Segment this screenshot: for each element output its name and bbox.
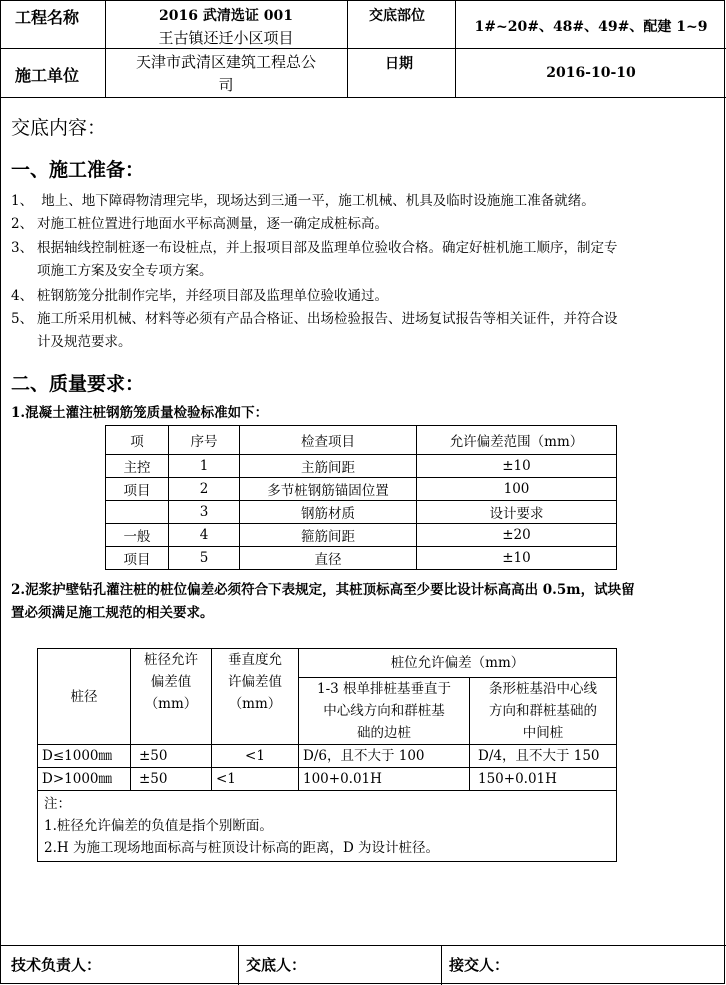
group-cell: 项目 — [106, 478, 169, 501]
row-deviation: ±50 — [131, 745, 212, 768]
header-col-line — [347, 1, 348, 97]
row-middle: 150+0.01H — [470, 768, 617, 791]
location-value: 1#~20#、48#、49#、配建 1~9 — [474, 19, 708, 35]
header-text: 条形桩基沿中心线 — [489, 681, 597, 697]
footer-col-line — [238, 945, 239, 985]
row-verticality: <1 — [212, 768, 299, 791]
pile-position-table — [37, 648, 617, 862]
header-position: 桩位允许偏差（mm） — [299, 649, 617, 678]
row-deviation: ±50 — [131, 768, 212, 791]
tech-lead-label: 技术负责人： — [11, 956, 102, 974]
row-diameter: D>1000㎜ — [38, 768, 131, 791]
group-cell — [106, 501, 169, 524]
row-tolerance: ±10 — [417, 455, 617, 478]
header-text: 垂直度允 — [228, 652, 282, 668]
group-cell: 一般 — [106, 524, 169, 547]
table-header-cell: 项 — [106, 426, 169, 455]
header-text: 1-3 根单排桩基垂直于 — [316, 681, 452, 697]
header-text: 许偏差值 — [228, 674, 282, 690]
table-header-cell: 序号 — [169, 426, 240, 455]
header-verticality — [212, 649, 299, 745]
header-text: 偏差值 — [150, 674, 192, 690]
row-item: 直径 — [240, 547, 417, 570]
header-divider — [1, 48, 726, 49]
group-cell: 主控 — [106, 455, 169, 478]
project-name-line1: 2016 武清选证 001 — [159, 8, 293, 24]
content-title: 交底内容： — [11, 117, 107, 139]
date-label: 日期 — [385, 56, 413, 72]
prep-item-3-cont: 项施工方案及安全专项方案。 — [37, 263, 213, 279]
header-text: 方向和群桩基础的 — [489, 703, 597, 719]
header-position-edge — [299, 678, 470, 745]
prep-item-2: 2、 对施工桩位置进行地面水平标高测量，逐一确定成桩标高。 — [11, 216, 388, 232]
section-2-title: 二、质量要求： — [11, 373, 145, 395]
table-note — [38, 791, 617, 862]
table-row — [38, 768, 617, 791]
row-no: 5 — [169, 547, 240, 570]
prep-item-1: 1、 地上、地下障碍物清理完毕，现场达到三通一平，施工机械、机具及临时设施施工准备就绪。 — [11, 193, 595, 209]
row-middle: D/4，且不大于 150 — [470, 745, 617, 768]
table-row — [106, 455, 617, 478]
row-tolerance: 100 — [417, 478, 617, 501]
table-header-row — [38, 649, 617, 678]
header-text: 中间桩 — [522, 725, 564, 741]
row-no: 4 — [169, 524, 240, 547]
row-item: 钢筋材质 — [240, 501, 417, 524]
table-header-row — [106, 426, 617, 455]
table-row — [106, 501, 617, 524]
header-col-line — [105, 1, 106, 97]
project-name-line2: 王古镇还迁小区项目 — [158, 29, 294, 47]
quality-sub-2-line2: 置必须满足施工规范的相关要求。 — [11, 605, 214, 621]
date-value: 2016-10-10 — [546, 65, 636, 81]
row-edge: D/6，且不大于 100 — [299, 745, 470, 768]
header-text: （mm） — [228, 696, 282, 712]
row-item: 多节桩钢筋锚固位置 — [240, 478, 417, 501]
table-row — [106, 524, 617, 547]
construction-unit-line1: 天津市武清区建筑工程总公 — [135, 53, 316, 71]
header-position-middle — [470, 678, 617, 745]
note-line: 2.H 为施工现场地面标高与桩顶设计标高的距离，D 为设计桩径。 — [44, 840, 440, 856]
prep-item-5-cont: 计及规范要求。 — [37, 334, 132, 350]
header-bottom-border — [1, 97, 726, 98]
table-row — [38, 745, 617, 768]
row-edge: 100+0.01H — [299, 768, 470, 791]
construction-unit-label: 施工单位 — [15, 66, 80, 85]
quality-sub-2-line1: 2.泥浆护壁钻孔灌注桩的桩位偏差必须符合下表规定，其桩顶标高至少要比设计标高高出 0.5m，试块留 — [11, 582, 635, 598]
row-tolerance: ±20 — [417, 524, 617, 547]
header-col-line — [455, 1, 456, 97]
row-diameter: D≤1000㎜ — [38, 745, 131, 768]
row-tolerance: ±10 — [417, 547, 617, 570]
table-row — [106, 478, 617, 501]
footer-col-line — [441, 945, 442, 985]
quality-sub-1: 1.混凝土灌注桩钢筋笼质量检验标准如下： — [11, 405, 269, 421]
table-header-cell: 允许偏差范围（mm） — [417, 426, 617, 455]
note-title: 注： — [44, 796, 71, 812]
row-item: 主筋间距 — [240, 455, 417, 478]
section-1-title: 一、施工准备： — [11, 159, 145, 181]
table-row — [106, 547, 617, 570]
header-text: （mm） — [144, 696, 198, 712]
row-no: 1 — [169, 455, 240, 478]
prep-item-4: 4、 桩钢筋笼分批制作完毕，并经项目部及监理单位验收通过。 — [11, 288, 388, 304]
location-label: 交底部位 — [369, 8, 425, 24]
header-diameter: 桩径 — [38, 649, 131, 745]
discloser-label: 交底人： — [246, 956, 307, 974]
note-line: 1.桩径允许偏差的负值是指个别断面。 — [44, 818, 273, 834]
group-cell: 项目 — [106, 547, 169, 570]
project-name-label: 工程名称 — [15, 8, 80, 27]
header-text: 桩径允许 — [144, 652, 198, 668]
footer-divider — [1, 945, 726, 946]
rebar-cage-table — [105, 425, 617, 570]
row-no: 2 — [169, 478, 240, 501]
table-note-row — [38, 791, 617, 862]
receiver-label: 接交人： — [449, 956, 510, 974]
header-text: 础的边桩 — [357, 725, 411, 741]
construction-unit-line2: 司 — [218, 76, 234, 94]
header-diameter-deviation — [131, 649, 212, 745]
row-tolerance: 设计要求 — [417, 501, 617, 524]
prep-item-3: 3、 根据轴线控制桩逐一布设桩点，并上报项目部及监理单位验收合格。确定好桩机施工顺序，制定专 — [11, 240, 618, 256]
row-verticality: <1 — [212, 745, 299, 768]
prep-item-5: 5、 施工所采用机械、材料等必须有产品合格证、出场检验报告、进场复试报告等相关证件，并符合设 — [11, 311, 618, 327]
header-text: 中心线方向和群桩基 — [323, 703, 445, 719]
row-no: 3 — [169, 501, 240, 524]
row-item: 箍筋间距 — [240, 524, 417, 547]
table-header-cell: 检查项目 — [240, 426, 417, 455]
